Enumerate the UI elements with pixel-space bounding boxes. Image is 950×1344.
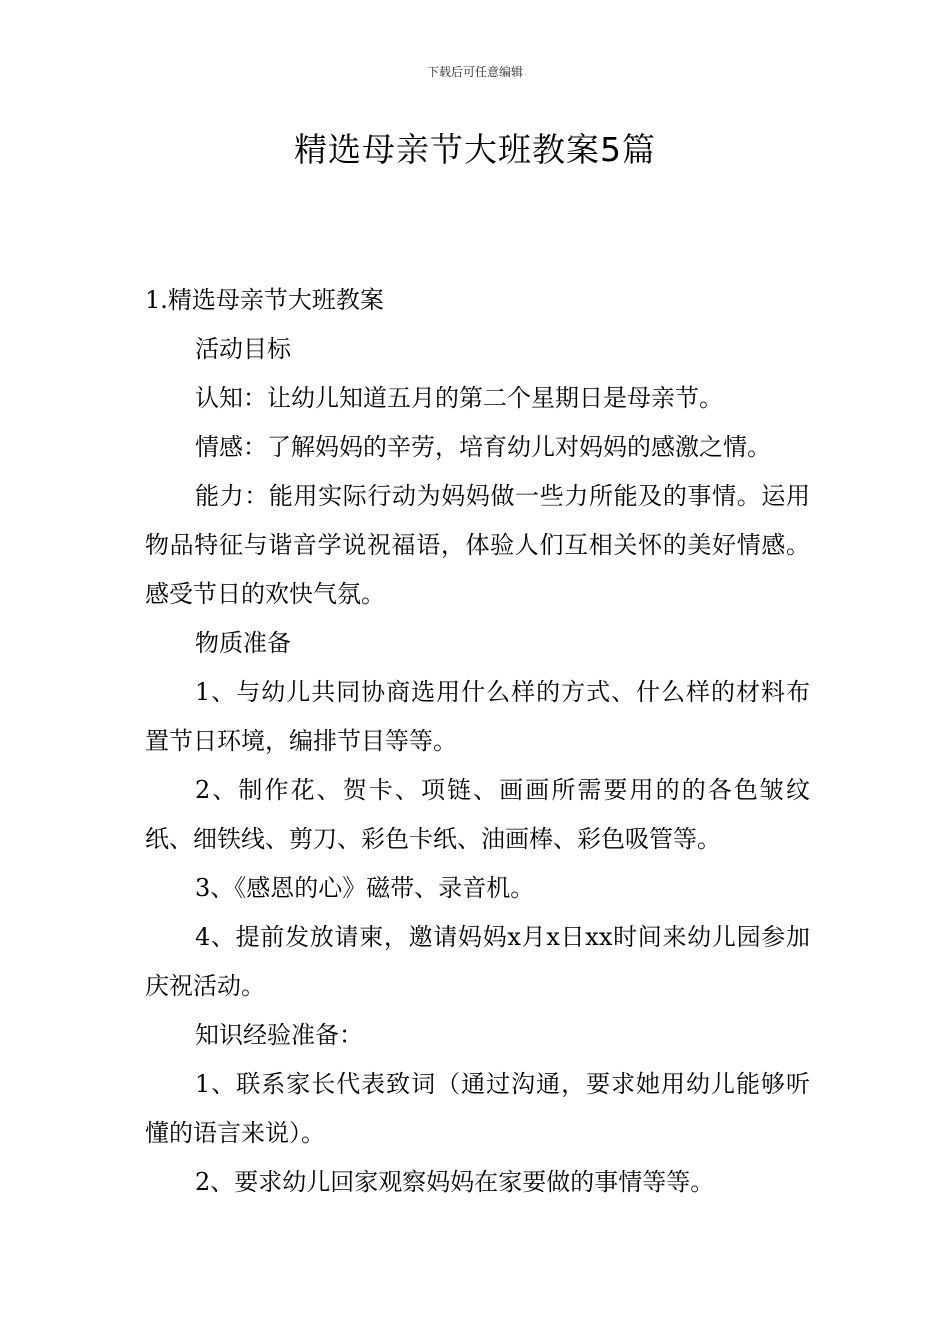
paragraph-knowledge-2: 2、要求幼儿回家观察妈妈在家要做的事情等等。 [195, 1168, 715, 1196]
paragraph-material-2: 2、制作花、贺卡、项链、画画所需要用的的各色皱纹纸、细铁线、剪刀、彩色卡纸、油画棒、彩色吸管等。 [145, 776, 810, 853]
paragraph-ability: 能力：能用实际行动为妈妈做一些力所能及的事情。运用物品特征与谐音学说祝福语，体验人们互相关怀的美好情感。感受节日的欢快气氛。 [145, 482, 810, 608]
paragraph-knowledge-1: 1、联系家长代表致词（通过沟通，要求她用幼儿能够听懂的语言来说）。 [145, 1070, 810, 1147]
paragraph-material-4: 4、提前发放请柬，邀请妈妈x月x日xx时间来幼儿园参加庆祝活动。 [145, 923, 810, 1000]
paragraph-knowledge-prep: 知识经验准备： [195, 1021, 363, 1049]
document-body [145, 276, 810, 1207]
header-note: 下载后可任意编辑 [426, 65, 523, 79]
paragraph-cognition: 认知：让幼儿知道五月的第二个星期日是母亲节。 [195, 384, 723, 412]
paragraph-emotion: 情感：了解妈妈的辛劳，培育幼儿对妈妈的感激之情。 [195, 433, 771, 461]
paragraph-material-3: 3、《感恩的心》磁带、录音机。 [195, 874, 535, 902]
document-title: 精选母亲节大班教案5篇 [294, 130, 656, 169]
paragraph-activity-goals: 活动目标 [195, 335, 291, 363]
paragraph-material-prep: 物质准备 [195, 629, 291, 657]
paragraph-material-1: 1、与幼儿共同协商选用什么样的方式、什么样的材料布置节日环境，编排节目等等。 [145, 678, 810, 755]
section-heading: 1.精选母亲节大班教案 [145, 286, 384, 314]
